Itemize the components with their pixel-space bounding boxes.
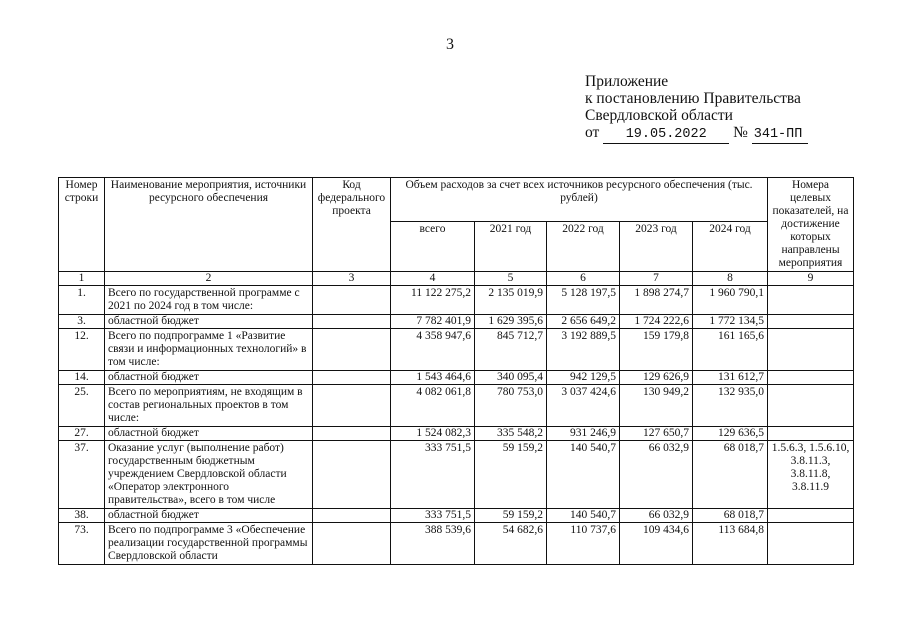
row-name: Оказание услуг (выполнение работ) государственным бюджетным учреждением Свердловской области «Оператор электронного правительства», всего в том числе (105, 441, 313, 509)
column-number: 2 (105, 272, 313, 286)
row-targets (768, 329, 854, 371)
column-number: 5 (475, 272, 547, 286)
row-total: 4 082 061,8 (391, 385, 475, 427)
header-row-number: Номер строки (59, 178, 105, 272)
header-2024: 2024 год (693, 222, 768, 272)
row-federal-code (313, 427, 391, 441)
row-2021: 2 135 019,9 (475, 286, 547, 315)
row-2021: 59 159,2 (475, 509, 547, 523)
row-number: 37. (59, 441, 105, 509)
row-name: областной бюджет (105, 371, 313, 385)
row-2024: 1 772 134,5 (693, 315, 768, 329)
row-2024: 68 018,7 (693, 441, 768, 509)
row-federal-code (313, 523, 391, 565)
row-2022: 3 192 889,5 (547, 329, 620, 371)
row-total: 4 358 947,6 (391, 329, 475, 371)
row-name: областной бюджет (105, 509, 313, 523)
row-name: Всего по государственной программе с 2021 по 2024 год в том числе: (105, 286, 313, 315)
column-number: 4 (391, 272, 475, 286)
row-2021: 54 682,6 (475, 523, 547, 565)
number-prefix: № (733, 124, 748, 141)
row-2021: 845 712,7 (475, 329, 547, 371)
row-2021: 1 629 395,6 (475, 315, 547, 329)
table-row (59, 286, 854, 315)
row-2023: 129 626,9 (620, 371, 693, 385)
appendix-title: Приложение (585, 73, 669, 90)
table-row (59, 329, 854, 371)
row-2021: 59 159,2 (475, 441, 547, 509)
row-2024: 131 612,7 (693, 371, 768, 385)
header-federal-code: Код федерального проекта (313, 178, 391, 272)
row-total: 333 751,5 (391, 509, 475, 523)
header-name: Наименование мероприятия, источники ресурсного обеспечения (105, 178, 313, 272)
row-name: областной бюджет (105, 427, 313, 441)
row-targets (768, 523, 854, 565)
row-number: 73. (59, 523, 105, 565)
column-number: 7 (620, 272, 693, 286)
row-2024: 1 960 790,1 (693, 286, 768, 315)
row-2023: 1 724 222,6 (620, 315, 693, 329)
row-2022: 2 656 649,2 (547, 315, 620, 329)
row-federal-code (313, 385, 391, 427)
row-name: областной бюджет (105, 315, 313, 329)
row-number: 27. (59, 427, 105, 441)
resolution-number: 341-ПП (752, 126, 808, 144)
column-number-row (59, 272, 854, 286)
column-number: 9 (768, 272, 854, 286)
row-name: Всего по мероприятиям, не входящим в состав региональных проектов в том числе: (105, 385, 313, 427)
appendix-line-resolution: к постановлению Правительства (585, 90, 801, 107)
row-targets (768, 315, 854, 329)
row-2022: 3 037 424,6 (547, 385, 620, 427)
row-2023: 66 032,9 (620, 509, 693, 523)
row-2022: 140 540,7 (547, 441, 620, 509)
row-2023: 130 949,2 (620, 385, 693, 427)
row-2022: 140 540,7 (547, 509, 620, 523)
date-prefix: от (585, 124, 600, 141)
row-name: Всего по подпрограмме 3 «Обеспечение реализации государственной программы Свердловской области (105, 523, 313, 565)
row-total: 7 782 401,9 (391, 315, 475, 329)
row-federal-code (313, 509, 391, 523)
header-targets: Номера целевых показателей, на достижение которых направлены мероприятия (768, 178, 854, 272)
row-2024: 113 684,8 (693, 523, 768, 565)
table-row (59, 509, 854, 523)
header-2023: 2023 год (620, 222, 693, 272)
row-2024: 129 636,5 (693, 427, 768, 441)
row-total: 1 543 464,6 (391, 371, 475, 385)
row-total: 388 539,6 (391, 523, 475, 565)
row-number: 14. (59, 371, 105, 385)
row-federal-code (313, 315, 391, 329)
row-2022: 942 129,5 (547, 371, 620, 385)
row-2021: 335 548,2 (475, 427, 547, 441)
column-number: 8 (693, 272, 768, 286)
row-targets (768, 509, 854, 523)
row-number: 1. (59, 286, 105, 315)
row-total: 333 751,5 (391, 441, 475, 509)
row-2023: 1 898 274,7 (620, 286, 693, 315)
table-row (59, 523, 854, 565)
row-2024: 161 165,6 (693, 329, 768, 371)
row-2023: 109 434,6 (620, 523, 693, 565)
column-number: 6 (547, 272, 620, 286)
row-federal-code (313, 286, 391, 315)
appendix-block (585, 73, 808, 144)
header-volume: Объем расходов за счет всех источников ресурсного обеспечения (тыс. рублей) (391, 178, 768, 222)
row-targets (768, 385, 854, 427)
row-number: 3. (59, 315, 105, 329)
row-targets: 1.5.6.3, 1.5.6.10, 3.8.11.3, 3.8.11.8, 3.8.11.9 (768, 441, 854, 509)
row-2022: 5 128 197,5 (547, 286, 620, 315)
page-number: 3 (446, 36, 454, 53)
row-2023: 159 179,8 (620, 329, 693, 371)
row-2024: 132 935,0 (693, 385, 768, 427)
table-row (59, 441, 854, 509)
row-2023: 66 032,9 (620, 441, 693, 509)
appendix-date-line (585, 124, 808, 144)
row-name: Всего по подпрограмме 1 «Развитие связи и информационных технологий» в том числе: (105, 329, 313, 371)
row-number: 25. (59, 385, 105, 427)
row-2022: 931 246,9 (547, 427, 620, 441)
header-total: всего (391, 222, 475, 272)
row-targets (768, 371, 854, 385)
column-number: 1 (59, 272, 105, 286)
table-row (59, 427, 854, 441)
row-2021: 780 753,0 (475, 385, 547, 427)
row-total: 11 122 275,2 (391, 286, 475, 315)
row-federal-code (313, 329, 391, 371)
resolution-date: 19.05.2022 (603, 126, 729, 144)
header-2021: 2021 год (475, 222, 547, 272)
row-2024: 68 018,7 (693, 509, 768, 523)
table-row (59, 385, 854, 427)
row-targets (768, 427, 854, 441)
expenditure-table (58, 177, 854, 565)
row-targets (768, 286, 854, 315)
appendix-line-region: Свердловской области (585, 107, 733, 124)
table-row (59, 315, 854, 329)
row-2021: 340 095,4 (475, 371, 547, 385)
row-2023: 127 650,7 (620, 427, 693, 441)
header-2022: 2022 год (547, 222, 620, 272)
column-number: 3 (313, 272, 391, 286)
row-federal-code (313, 441, 391, 509)
row-federal-code (313, 371, 391, 385)
row-2022: 110 737,6 (547, 523, 620, 565)
row-total: 1 524 082,3 (391, 427, 475, 441)
row-number: 38. (59, 509, 105, 523)
table-row (59, 371, 854, 385)
row-number: 12. (59, 329, 105, 371)
